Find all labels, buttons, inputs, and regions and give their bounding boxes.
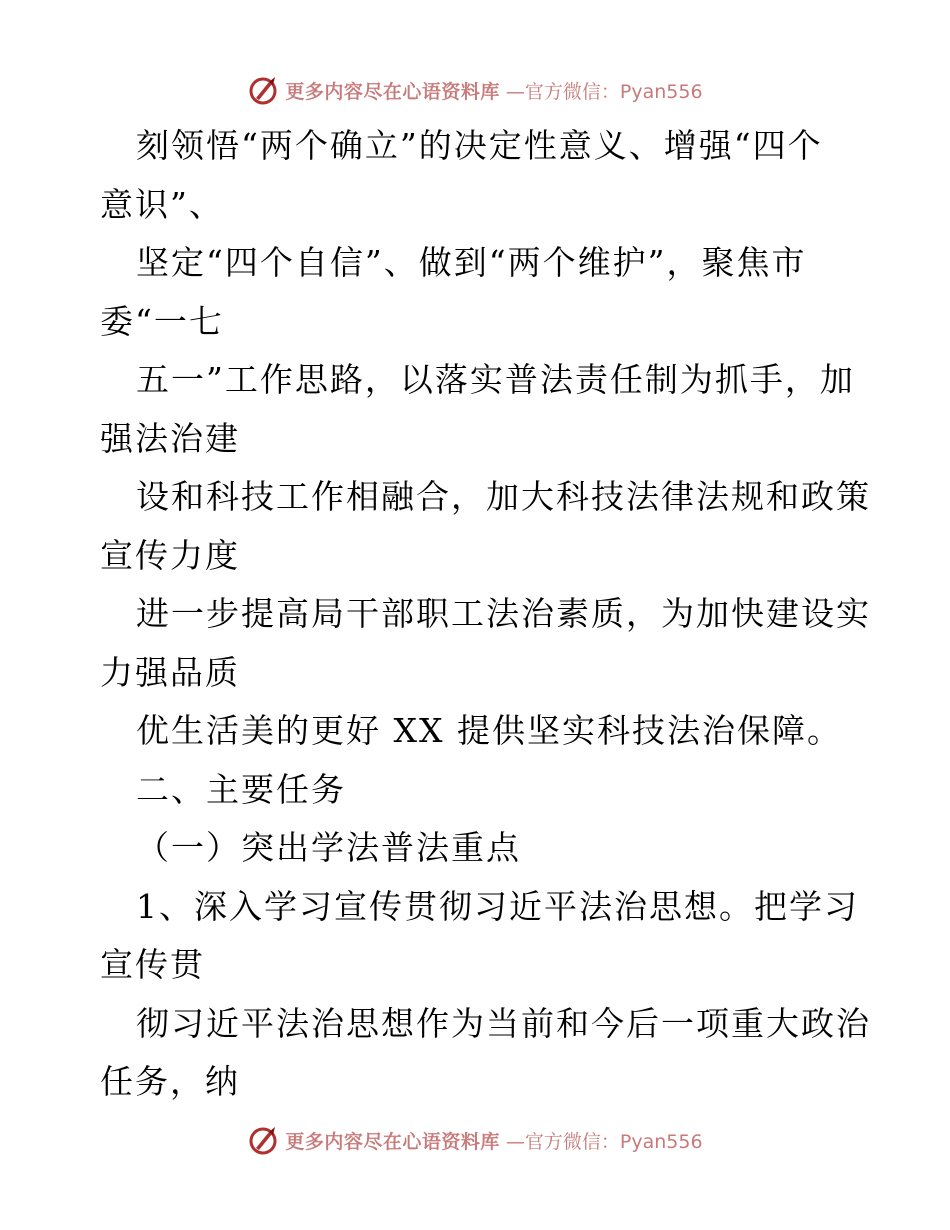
text-line: （一）突出学法普法重点 [136,828,521,867]
watermark-text: 更多内容尽在心语资料库 [285,80,500,103]
text-line: 彻习近平法治思想作为当前和今后一项重大政治 [136,1003,871,1043]
text-line: 二、主要任务 [136,769,346,809]
text-line: 坚定“四个自信”、做到“两个维护”，聚焦市 [136,243,807,282]
watermark-contact: —官方微信：Pyan556 [505,80,703,103]
text-line: 力强品质 [100,652,240,692]
text-line: 意识”、 [100,184,224,224]
text-line: 优生活美的更好 XX 提供坚实科技法治保障。 [136,711,842,750]
watermark-group [247,74,702,106]
quill-seal-icon [247,74,279,106]
text-line: 强法治建 [100,418,240,458]
text-line: 1、深入学习宣传贯彻习近平法治思想。把学习 [136,886,859,926]
text-line: 委“一七 [100,301,224,341]
text-line: 刻领悟“两个确立”的决定性意义、增强“四个 [136,126,823,165]
document-body [100,117,871,1112]
footer-watermark [0,1120,950,1160]
watermark-group [247,1124,702,1156]
quill-seal-icon [247,1124,279,1156]
watermark-text: 更多内容尽在心语资料库 [285,1130,500,1153]
text-line: 设和科技工作相融合，加大科技法律法规和政策 [136,477,871,516]
watermark-contact: —官方微信：Pyan556 [505,1130,703,1153]
text-line: 宣传力度 [100,535,240,575]
text-line: 宣传贯 [100,945,205,984]
text-line: 五一”工作思路，以落实普法责任制为抓手，加 [136,360,855,399]
header-watermark [0,70,950,110]
text-line: 任务，纳 [100,1062,240,1101]
text-line: 进一步提高局干部职工法治素质，为加快建设实 [136,594,871,633]
